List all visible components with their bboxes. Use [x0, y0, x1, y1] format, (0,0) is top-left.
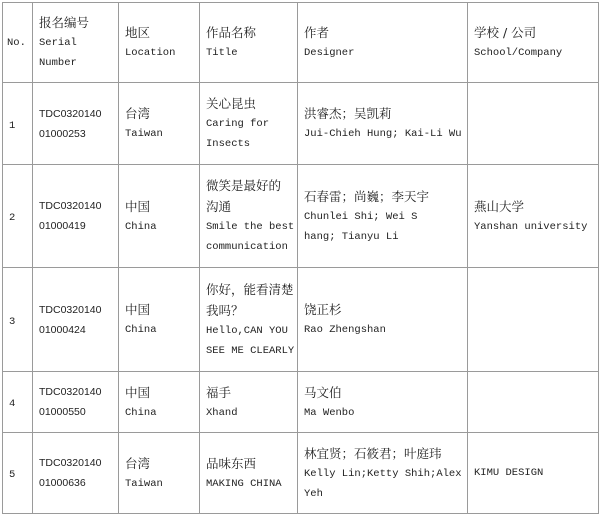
row-title: 关心昆虫 Caring for Insects	[200, 83, 298, 165]
row-location: 台湾 Taiwan	[119, 433, 200, 514]
header-location	[119, 3, 200, 83]
header-location-en: Location	[125, 47, 176, 59]
row-serial: TDC0320140 01000424	[33, 268, 119, 372]
table-row	[3, 433, 599, 514]
row-location: 中国 China	[119, 372, 200, 433]
header-serial-zh: 报名编号	[39, 15, 90, 30]
header-designer	[298, 3, 468, 83]
header-school-en: School/Company	[474, 47, 563, 59]
row-designer: 石春雷；尚巍；李天宇 Chunlei Shi; Wei S hang; Tianyu Li	[298, 165, 468, 268]
header-school	[468, 3, 599, 83]
header-serial	[33, 3, 119, 83]
header-designer-zh: 作者	[304, 25, 330, 40]
row-serial: TDC0320140 01000636	[33, 433, 119, 514]
header-no: No.	[3, 3, 33, 83]
header-serial-en-2: Number	[39, 57, 77, 69]
row-designer: 林宜贤；石筱君；叶庭玮 Kelly Lin;Ketty Shih;Alex Yeh	[298, 433, 468, 514]
row-school	[468, 83, 599, 165]
row-designer: 马文伯 Ma Wenbo	[298, 372, 468, 433]
row-serial: TDC0320140 01000419	[33, 165, 119, 268]
table-row	[3, 372, 599, 433]
entries-table	[2, 2, 599, 514]
row-no: 1	[3, 83, 33, 165]
table-row	[3, 165, 599, 268]
row-serial: TDC0320140 01000253	[33, 83, 119, 165]
header-serial-en-1: Serial	[39, 37, 77, 49]
row-school: KIMU DESIGN	[468, 433, 599, 514]
table-row	[3, 268, 599, 372]
row-location: 台湾 Taiwan	[119, 83, 200, 165]
row-serial: TDC0320140 01000550	[33, 372, 119, 433]
row-no: 5	[3, 433, 33, 514]
header-title-en: Title	[206, 47, 238, 59]
row-no: 4	[3, 372, 33, 433]
row-designer: 饶正杉 Rao Zhengshan	[298, 268, 468, 372]
row-title: 你好，能看清楚 我吗？ Hello,CAN YOU SEE ME CLEARLY	[200, 268, 298, 372]
row-designer: 洪睿杰；吴凯莉 Jui-Chieh Hung; Kai-Li Wu	[298, 83, 468, 165]
row-location: 中国 China	[119, 268, 200, 372]
row-no: 2	[3, 165, 33, 268]
row-title: 品味东西 MAKING CHINA	[200, 433, 298, 514]
header-location-zh: 地区	[125, 25, 151, 40]
header-title-zh: 作品名称	[206, 25, 257, 40]
row-no: 3	[3, 268, 33, 372]
header-row	[3, 3, 599, 83]
row-location: 中国 China	[119, 165, 200, 268]
table-row	[3, 83, 599, 165]
header-title	[200, 3, 298, 83]
header-designer-en: Designer	[304, 47, 355, 59]
header-school-zh: 学校 / 公司	[474, 25, 537, 40]
row-school	[468, 372, 599, 433]
row-title: 福手 Xhand	[200, 372, 298, 433]
row-title: 微笑是最好的 沟通 Smile the best communication	[200, 165, 298, 268]
row-school: 燕山大学 Yanshan university	[468, 165, 599, 268]
row-school	[468, 268, 599, 372]
